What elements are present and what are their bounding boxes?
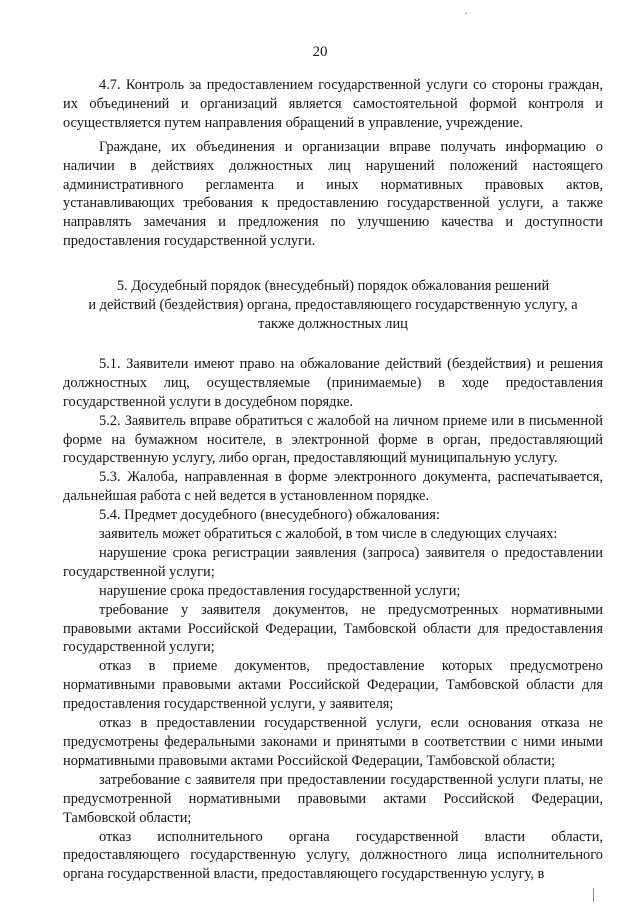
paragraph-4-7: 4.7. Контроль за предоставлением государственной услуги со стороны граждан, их объединений и организаций является самостоятельной формой контроля и осуществляется путем направления обращений в управление, учреждение. (63, 77, 603, 131)
paragraph-5-4: 5.4. Предмет досудебного (внесудебного) обжалования: (99, 507, 440, 524)
complaint-case-item: отказ в предоставлении государственной услуги, если основания отказа не предусмотрены федеральными законами и принятыми в соответствии с ними иными нормативными правовыми актами Российской Федерации, Тамбовской области; (63, 715, 603, 769)
paragraph-5-3: 5.3. Жалоба, направленная в форме электронного документа, распечатывается, дальнейшая работа с ней ведется в установленном порядке. (63, 469, 603, 505)
paragraph-citizens-rights: Граждане, их объединения и организации вправе получать информацию о наличии в действиях должностных лиц нарушений положений настоящего административного регламента и иных нормативных правовых актов, устанавливающих требования к предоставлению государственной услуги, а также направлять замечания и предложения по улучшению качества и доступности предоставления государственной услуги. (63, 138, 603, 250)
scan-edge-mark (593, 888, 608, 902)
paragraph-5-2: 5.2. Заявитель вправе обратиться с жалобой на личном приеме или в письменной форме на бумажном носителе, в электронной форме в орган, предоставляющий государственную услугу, либо орган, предоставляющий муниципальную услугу. (63, 412, 603, 467)
section-heading-line: и действий (бездействия) органа, предоставляющего государственную услугу, а (88, 297, 578, 314)
section-heading (63, 277, 603, 334)
complaint-case-item: отказ исполнительного органа государственной власти области, предоставляющего государственную услугу, должностного лица исполнительного органа государственной власти, предоставляющего государственную услугу, в (63, 828, 603, 883)
document-body (63, 76, 603, 884)
complaint-case-item: отказ в приеме документов, предоставление которых предусмотрено нормативными правовыми актами Российской Федерации, Тамбовской области для предоставления государственной услуги, у заявителя; (63, 658, 603, 713)
paragraph-complaint-cases-intro: заявитель может обратиться с жалобой, в том числе в следующих случаях: (99, 526, 558, 543)
complaint-case-item: требование у заявителя документов, не предусмотренных нормативными правовыми актами Российской Федерации, Тамбовской области для предоставления государственной услуги; (63, 601, 603, 656)
complaint-case-item: нарушение срока регистрации заявления (запроса) заявителя о предоставлении государственной услуги; (63, 544, 603, 580)
corner-mark: · (464, 6, 468, 20)
complaint-case-item: нарушение срока предоставления государственной услуги; (99, 582, 461, 599)
section-heading-line: также должностных лиц (258, 315, 408, 332)
paragraph-5-1: 5.1. Заявители имеют право на обжалование действий (бездействия) и решения должностных лиц, осуществляемые (принимаемые) в ходе предоставления государственной услуги в досудебном порядке. (63, 355, 603, 410)
page-number: 20 (312, 44, 328, 60)
section-heading-line: 5. Досудебный порядок (внесудебный) порядок обжалования решений (116, 278, 550, 295)
complaint-case-item: затребование с заявителя при предоставлении государственной услуги платы, не предусмотренной нормативными правовыми актами Российской Федерации, Тамбовской области; (63, 771, 603, 826)
